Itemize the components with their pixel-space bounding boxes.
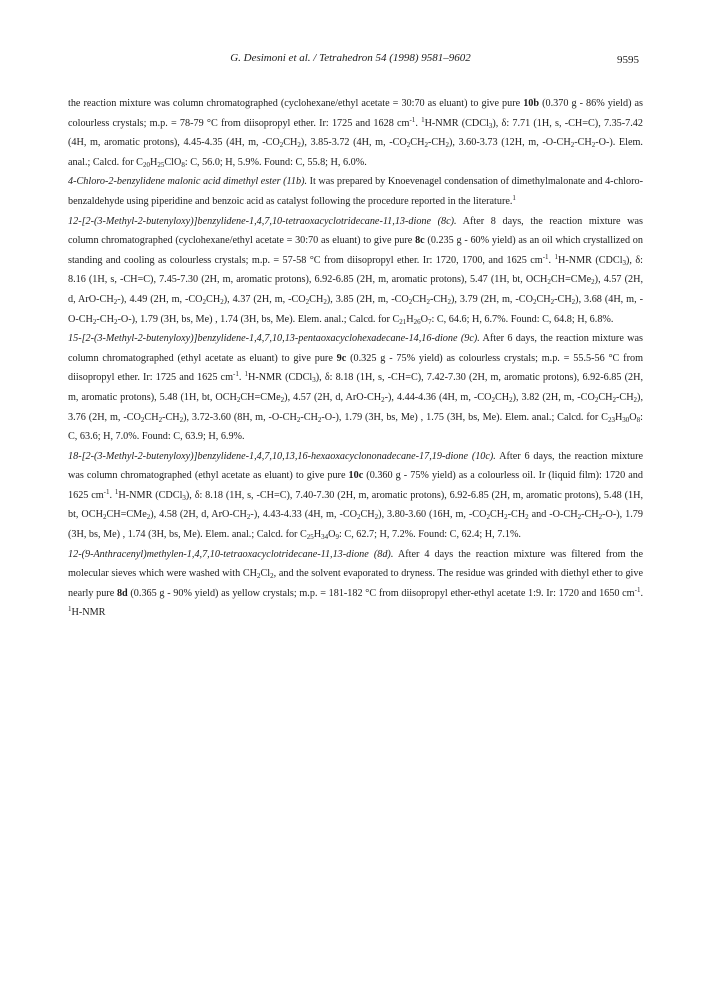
page-number: 9595 xyxy=(617,54,639,66)
compound-heading: 12-(9-Anthracenyl)methylen-1,4,7,10-tetraoxacyclotridecane-11,13-dione (8d). xyxy=(68,548,394,560)
compound-number: 10c xyxy=(348,470,364,482)
paragraph-10b-continued: the reaction mixture was column chromatographed (cyclohexane/ethyl acetate = 30:70 as eluant) to give pure 10b (0.370 g - 86% yield) as colourless crystals; m.p. = 78-79 °C from diisopropyl ether. Ir: 1725 and 1628 $cm^{-1}$. $^1$H-NMR (CDCl$_3$), δ: 7.71 (1H, s, -CH=C), 7.35-7.42 (4H, m, aromatic protons), 4.45-4.35 (4H, m, $-CO_2CH_2$), 3.85-3.72 (4H, m, $-CO_2CH_2-CH_2$), 3.60-3.73 (12H, m, $-O-CH_2-CH_2-O-$). Elem. anal.; Calcd. for $C_{20}H_{25}ClO_8$: C, 56.0; H, 5.9%. Found: C, 55.8; H, 6.0%. xyxy=(68,98,643,169)
paragraph-8d: 12-(9-Anthracenyl)methylen-1,4,7,10-tetraoxacyclotridecane-11,13-dione (8d). After 4 days the reaction mixture was filtered from the molecular sieves which were washed with $CH_2Cl_2$, and the solvent evaporated to dryness. The residue was grinded with diethyl ether to give nearly pure 8d (0.365 g - 90% yield) as yellow crystals; m.p. = 181-182 °C from diisopropyl ether-ethyl acetate 1:9. Ir: 1720 and 1650 $cm^{-1}$. $^1$H-NMR xyxy=(68,548,643,619)
compound-number: 9c xyxy=(336,352,347,364)
compound-number: 8c xyxy=(415,235,425,247)
compound-heading: 12-[2-(3-Methyl-2-butenyloxy)]benzylidene-1,4,7,10-tetraoxacyclotridecane-11,13-dione (8c). xyxy=(68,215,457,227)
paragraph-9c: 15-[2-(3-Methyl-2-butenyloxy)]benzylidene-1,4,7,10,13-pentaoxacyclohexadecane-14,16-dione (9c). After 6 days, the reaction mixture was column chromatographed (ethyl acetate as eluant) to give pure 9c (0.325 g - 75% yield) as colourless crystals; m.p. = 55.5-56 °C from diisopropyl ether. Ir: 1725 and 1625 $cm^{-1}$. $^1$H-NMR (CDCl$_3$), δ: 8.18 (1H, s, -CH=C), 7.42-7.30 (2H, m, aromatic protons), 6.92-6.85 (2H, m, aromatic protons), 5.48 (1H, bt, $OCH_2CH=CMe_2$), 4.57 (2H, d, ArO-$CH_2-$), 4.44-4.36 (4H, m, $-CO_2CH_2$), 3.82 (2H, m, $-CO_2CH_2-CH_2$), 3.76 (2H, m, $-CO_2CH_2-CH_2$), 3.72-3.60 (8H, m, $-O-CH_2-CH_2-O-$), 1.79 (3H, bs, Me) , 1.75 (3H, bs, Me). Elem. anal.; Calcd. for $C_{23}H_{30}O_8$: C, 63.6; H, 7.0%. Found: C, 63.9; H, 6.9%. xyxy=(68,333,644,443)
paragraph-8c: 12-[2-(3-Methyl-2-butenyloxy)]benzylidene-1,4,7,10-tetraoxacyclotridecane-11,13-dione (8c). After 8 days, the reaction mixture was column chromatographed (cyclohexane/ethyl acetate = 30:70 as eluant) to give pure 8c (0.235 g - 60% yield) as an oil which crystallized on standing and cooling as colourless crystals; m.p. = 57-58 °C from diisopropyl ether. Ir: 1720, 1700, and 1625 $cm^{-1}$. $^1$H-NMR (CDCl$_3$), δ: 8.16 (1H, s, -CH=C), 7.45-7.30 (2H, m, aromatic protons), 6.92-6.85 (2H, m, aromatic protons), 5.47 (1H, bt, $OCH_2CH=CMe_2$), 4.57 (2H, d, ArO-$CH_2-$), 4.49 (2H, m, $-CO_2CH_2$), 4.37 (2H, m, $-CO_2CH_2$), 3.85 (2H, m, $-CO_2CH_2-CH_2$), 3.79 (2H, m, $-CO_2CH_2-CH_2$), 3.68 (4H, m, $-O-CH_2-CH_2-O-$), 1.79 (3H, bs, Me) , 1.74 (3H, bs, Me). Elem. anal.; Calcd. for $C_{21}H_{26}O_7$: C, 64.6; H, 6.7%. Found: C, 64.8; H, 6.8%. xyxy=(68,215,643,326)
compound-heading: 4-Chloro-2-benzylidene malonic acid dimethyl ester (11b). xyxy=(68,176,308,188)
compound-number: 8d xyxy=(116,587,128,599)
paragraph-10c: 18-[2-(3-Methyl-2-butenyloxy)]benzylidene-1,4,7,10,13,16-hexaoxacyclononadecane-17,19-dione (10c). After 6 days, the reaction mixture was column chromatographed (ethyl acetate as eluant) to give pure 10c (0.360 g - 75% yield) as a colourless oil. Ir (liquid film): 1720 and 1625 $cm^{-1}$. $^1$H-NMR (CDCl$_3$), δ: 8.18 (1H, s, -CH=C), 7.40-7.30 (2H, m, aromatic protons), 6.92-6.85 (2H, m, aromatic protons), 5.48 (1H, bt, $OCH_2CH=CMe_2$), 4.58 (2H, d, ArO-$CH_2-$), 4.43-4.33 (4H, m, $-CO_2CH_2$), 3.80-3.60 (16H, m, $-CO_2CH_2-CH_2$ and $-O-CH_2-CH_2-O-$), 1.79 (3H, bs, Me) , 1.74 (3H, bs, Me). Elem. anal.; Calcd. for $C_{25}H_{34}O_9$: C, 62.7; H, 7.2%. Found: C, 62.4; H, 7.1%. xyxy=(68,450,643,542)
reference-marker: 1 xyxy=(512,193,516,202)
article-body xyxy=(68,94,643,623)
compound-heading: 15-[2-(3-Methyl-2-butenyloxy)]benzylidene-1,4,7,10,13-pentaoxacyclohexadecane-14,16-dione (9c). xyxy=(68,333,480,345)
paragraph-11b: 4-Chloro-2-benzylidene malonic acid dimethyl ester (11b). It was prepared by Knoevenagel condensation of dimethylmalonate and 4-chloro-benzaldehyde using piperidine and benzoic acid as catalyst following the procedure reported in the literature.$^1$ xyxy=(68,176,643,207)
compound-number: 10b xyxy=(523,98,540,109)
compound-heading: 18-[2-(3-Methyl-2-butenyloxy)]benzylidene-1,4,7,10,13,16-hexaoxacyclononadecane-17,19-dione (10c). xyxy=(68,450,496,462)
running-title: G. Desimoni et al. / Tetrahedron 54 (1998) 9581–9602 xyxy=(230,52,471,64)
